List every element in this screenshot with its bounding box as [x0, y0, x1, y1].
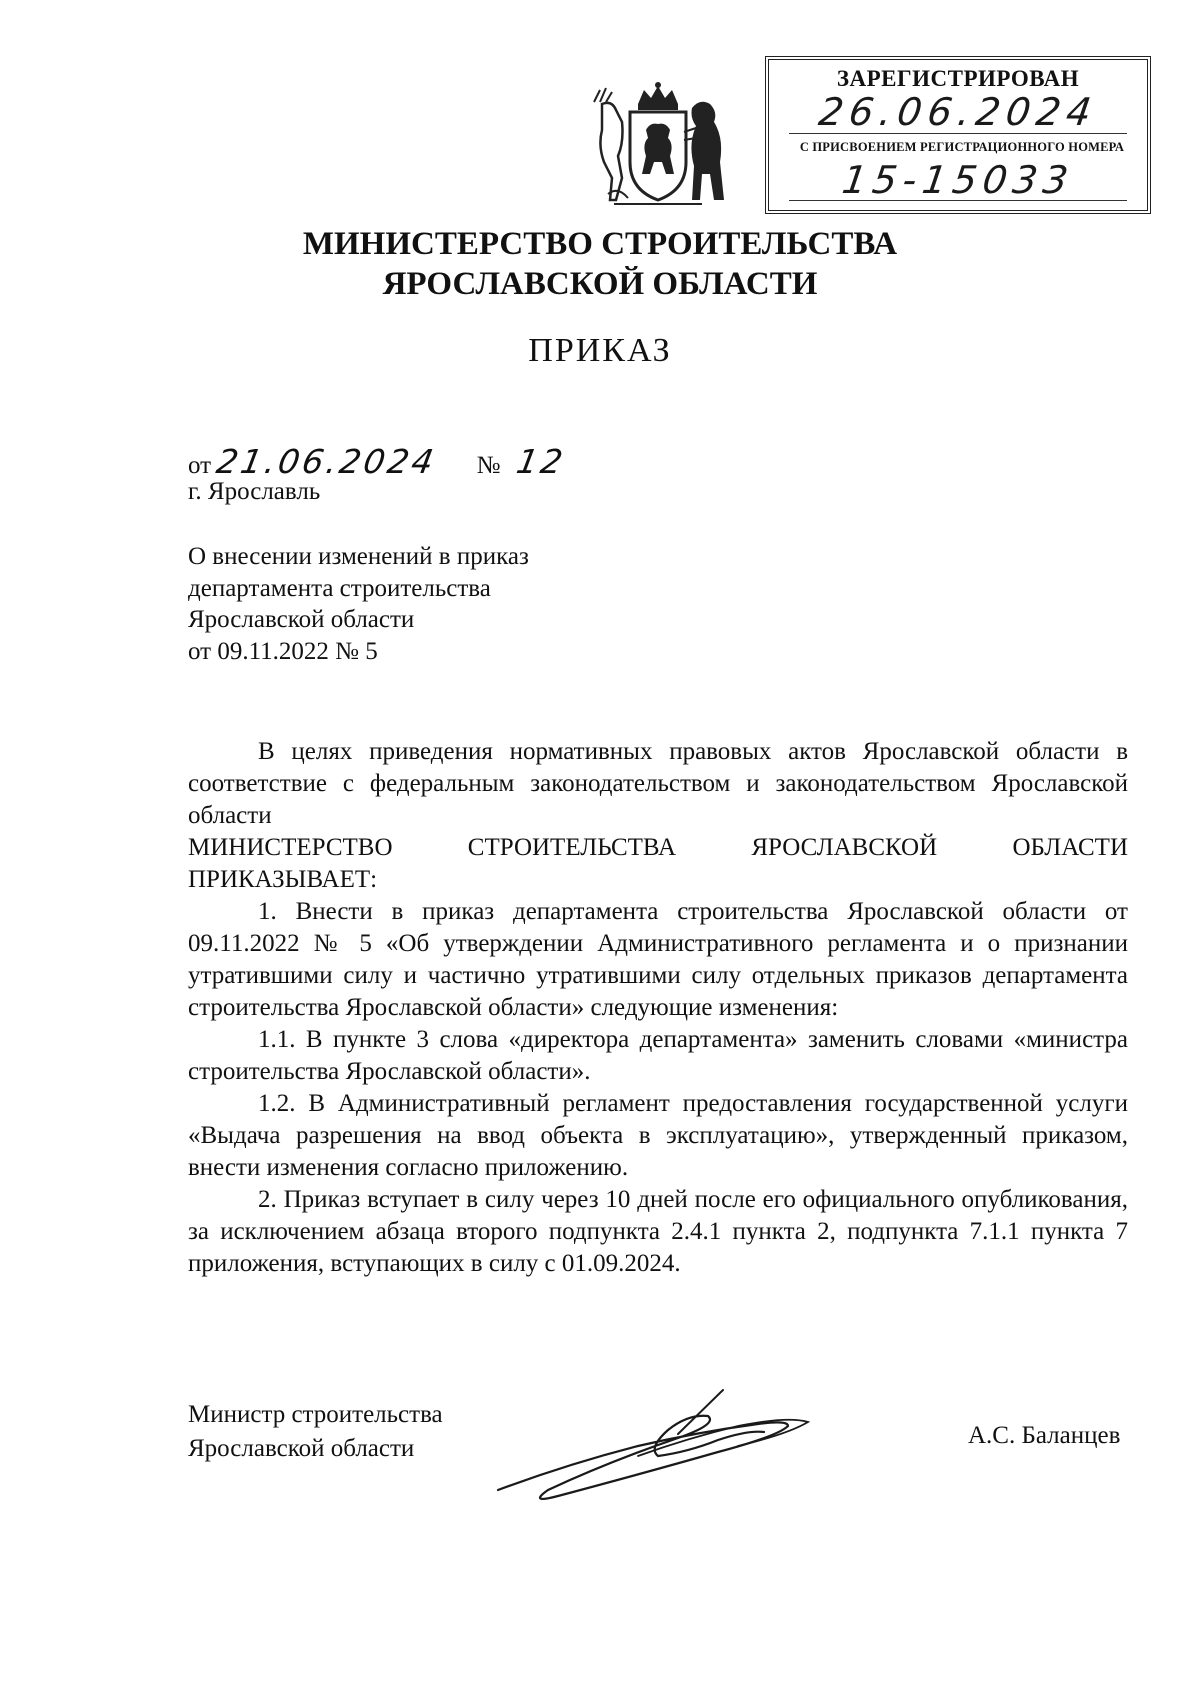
ministry-header [0, 224, 1200, 304]
signer-name: А.С. Баланцев [968, 1422, 1121, 1449]
stamp-date: 26.06.2024 [816, 90, 1100, 134]
order-number: 12 [513, 442, 569, 481]
order-date-number [188, 442, 569, 482]
item-1-2-paragraph: 1.2. В Административный регламент предоставления государственной услуги «Выдача разрешения на ввод объекта в эксплуатацию», утвержденный приказом, внести изменения согласно приложению. [188, 1090, 1128, 1181]
signer-position-line-2: Ярославской области [188, 1435, 415, 1462]
stamp-number: 15-15033 [839, 158, 1077, 202]
item-1-paragraph: 1. Внести в приказ департамента строительства Ярославской области от 09.11.2022 № 5 «Об утверждении Административного регламента и о признании утратившими силу и частично утратившими силу отдельных приказов департамента строительства Ярославской области» следующие изменения: [188, 898, 1128, 1021]
city: г. Ярославль [188, 478, 321, 505]
stamp-divider [789, 133, 1127, 134]
coat-of-arms-emblem [588, 82, 728, 210]
ministry-line-2: ЯРОСЛАВСКОЙ ОБЛАСТИ [382, 266, 818, 302]
number-sign: № [476, 452, 501, 479]
subject-line: департамента строительства [188, 574, 491, 602]
stamp-title: ЗАРЕГИСТРИРОВАН [836, 66, 1080, 91]
preamble-paragraph: В целях приведения нормативных правовых актов Ярославской области в соответствие с федеральным законодательством и законодательством Ярославской области [188, 738, 1128, 829]
decree-line-2: ПРИКАЗЫВАЕТ: [188, 866, 378, 893]
signer-position [188, 1398, 443, 1466]
item-2-paragraph: 2. Приказ вступает в силу через 10 дней после его официального опубликования, за исключением абзаца второго подпункта 2.4.1 пункта 2, подпункта 7.1.1 пункта 7 приложения, вступающих в силу с 01.09.2024. [188, 1186, 1128, 1277]
subject-line: О внесении изменений в приказ [188, 543, 529, 570]
date-prefix: от [188, 452, 212, 479]
document-type: ПРИКАЗ [528, 332, 672, 369]
subject-line: от 09.11.2022 № 5 [188, 637, 378, 665]
order-body [188, 736, 1128, 1280]
subject-line: Ярославской области [188, 606, 415, 633]
order-date: 21.06.2024 [213, 442, 440, 481]
stamp-divider [789, 200, 1127, 201]
stamp-subtitle: С ПРИСВОЕНИЕМ РЕГИСТРАЦИОННОГО НОМЕРА [799, 140, 1125, 154]
decree-line-1: МИНИСТЕРСТВО СТРОИТЕЛЬСТВА ЯРОСЛАВСКОЙ ОБЛАСТИ [188, 834, 1128, 861]
signer-position-line-1: Министр строительства [188, 1401, 443, 1428]
order-subject [188, 541, 529, 667]
handwritten-signature [488, 1386, 828, 1506]
registration-stamp [765, 56, 1151, 214]
ministry-line-1: МИНИСТЕРСТВО СТРОИТЕЛЬСТВА [302, 226, 898, 262]
item-1-1-paragraph: 1.1. В пункте 3 слова «директора департамента» заменить словами «министра строительства Ярославской области». [188, 1026, 1128, 1085]
